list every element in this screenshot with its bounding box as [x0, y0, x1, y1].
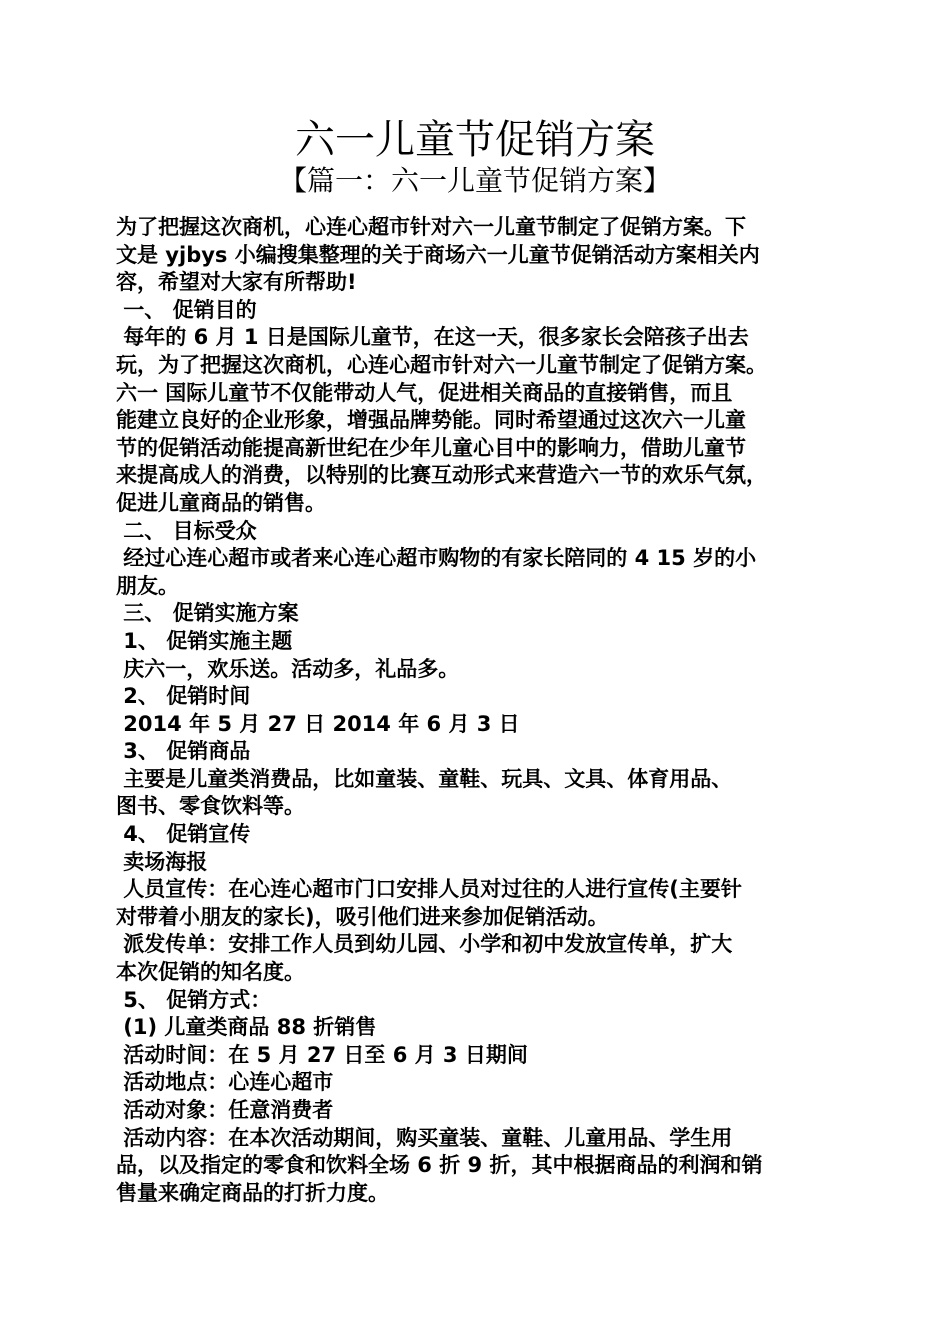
text-line: 容，希望对大家有所帮助! [116, 270, 357, 295]
text-line: 5、 促销方式： [116, 987, 272, 1012]
text-line: 六一 国际儿童节不仅能带动人气，促进相关商品的直接销售，而且 [116, 380, 733, 405]
text-line: 能建立良好的企业形象，增强品牌势能。同时希望通过这次六一儿童 [116, 408, 746, 433]
text-line: 二、 目标受众 [116, 518, 257, 543]
text-line: 4、 促销宣传 [116, 822, 251, 847]
text-line: 图书、零食饮料等。 [116, 794, 305, 819]
text-line: 来提高成人的消费，以特别的比赛互动形式来营造六一节的欢乐气氛， [116, 463, 767, 488]
text-line: 售量来确定商品的打折力度。 [116, 1180, 389, 1205]
text-line: 一、 促销目的 [116, 297, 257, 322]
text-line: 活动地点：心连心超市 [116, 1070, 334, 1095]
text-line: 活动内容：在本次活动期间，购买童装、童鞋、儿童用品、学生用 [116, 1125, 733, 1150]
text-line: 促进儿童商品的销售。 [116, 490, 326, 515]
text-line: 品，以及指定的零食和饮料全场 6 折 9 折，其中根据商品的利润和销 [116, 1153, 763, 1178]
text-line: 1、 促销实施主题 [116, 628, 293, 653]
text-line: (1) 儿童类商品 88 折销售 [116, 1015, 377, 1040]
text-line: 三、 促销实施方案 [116, 601, 299, 626]
text-line: 玩，为了把握这次商机，心连心超市针对六一儿童节制定了促销方案。 [116, 352, 767, 377]
text-line: 节的促销活动能提高新世纪在少年儿童心目中的影响力，借助儿童节 [116, 435, 746, 460]
document-body [116, 214, 856, 1207]
text-line: 2、 促销时间 [116, 684, 251, 709]
text-line: 朋友。 [116, 573, 179, 598]
text-line: 主要是儿童类消费品，比如童装、童鞋、玩具、文具、体育用品、 [116, 766, 733, 791]
text-line: 文是 yjbys 小编搜集整理的关于商场六一儿童节促销活动方案相关内 [116, 242, 760, 267]
text-line: 2014 年 5 月 27 日 2014 年 6 月 3 日 [116, 711, 520, 736]
text-line: 对带着小朋友的家长)，吸引他们进来参加促销活动。 [116, 904, 609, 929]
text-line: 活动对象：任意消费者 [116, 1098, 334, 1122]
text-line: 每年的 6 月 1 日是国际儿童节，在这一天，很多家长会陪孩子出去 [116, 325, 749, 350]
text-line: 为了把握这次商机，心连心超市针对六一儿童节制定了促销方案。下 [116, 215, 746, 239]
document-title: 六一儿童节促销方案 [295, 117, 655, 163]
text-line: 3、 促销商品 [116, 739, 251, 764]
text-line: 人员宣传：在心连心超市门口安排人员对过往的人进行宣传(主要针 [116, 877, 742, 902]
text-line: 活动时间：在 5 月 27 日至 6 月 3 日期间 [116, 1042, 528, 1067]
text-line: 经过心连心超市或者来心连心超市购物的有家长陪同的 4 15 岁的小 [116, 546, 757, 571]
text-line: 本次促销的知名度。 [116, 960, 305, 985]
document-subtitle: 【篇一：六一儿童节促销方案】 [278, 164, 671, 197]
text-line: 卖场海报 [116, 849, 208, 874]
text-line: 派发传单：安排工作人员到幼儿园、小学和初中发放宣传单，扩大 [116, 932, 733, 957]
text-line: 庆六一，欢乐送。活动多，礼品多。 [116, 656, 460, 681]
